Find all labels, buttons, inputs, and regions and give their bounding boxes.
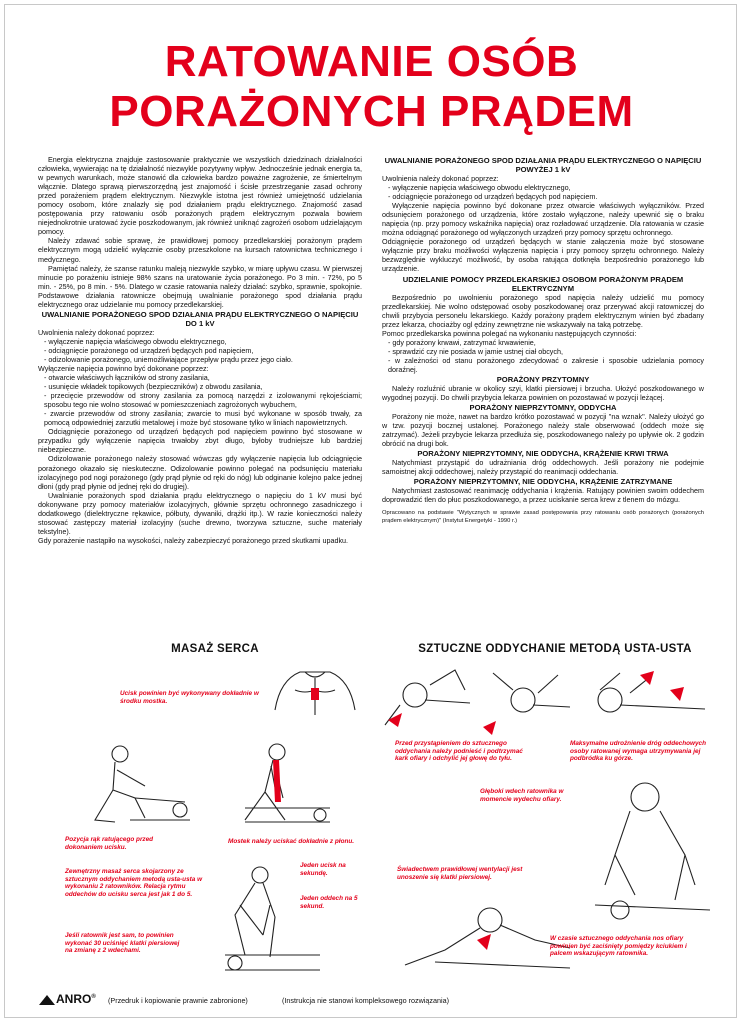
section-heading-cpr: MASAŻ SERCA <box>171 643 259 655</box>
page-title-line2: PORAŻONYCH PRĄDEM <box>109 87 634 136</box>
page-title-line1: RATOWANIE OSÓB <box>164 37 579 86</box>
right-text-column <box>382 155 704 525</box>
jaw-thrust-illustration <box>580 665 710 735</box>
list-item: - usunięcie wkładek topikowych (bezpieczników) z obwodu zasilania, <box>44 382 263 392</box>
caption-press-sternum: Mostek należy uciskać dokładnie z płonu. <box>228 838 355 845</box>
caption-nose-pinch: W czasie sztucznego oddychania nos ofiary powinien być zaciśnięty pomiędzy kciukiem i palcem wskazującym ratownika. <box>550 935 687 958</box>
list-item: - odciągnięcie porażonego od urządzeń będących pod napięciem, <box>44 345 254 355</box>
section-subheading: UWALNIANIE PORAŻONEGO SPOD DZIAŁANIA PRĄDU ELEKTRYCZNEGO O NAPIĘCIU DO 1 kV <box>41 309 359 328</box>
caption-hand-position: Pozycja rąk ratującego przed dokonaniem ucisku. <box>65 836 154 851</box>
caption-press-location: Ucisk powinien być wykonywany dokładnie w środku mostka. <box>120 690 259 705</box>
two-rescuer-cpr-illustration <box>215 865 325 980</box>
list-item: - wyłączenie napięcia właściwego obwodu elektrycznego, <box>388 183 571 193</box>
section-heading-rescue-breathing: SZTUCZNE ODDYCHANIE METODĄ USTA-USTA <box>418 643 692 655</box>
paragraph: Odciągnięcie porażonego od urządzeń będących pod napięciem powinno być stosowane w przypadku gdy wyłączenie napięcia trwałoby zbyt długo, byłoby trudniejsze lub bardziej niebezpieczne. <box>38 427 362 455</box>
paragraph: Energia elektryczna znajduje zastosowanie praktycznie we wszystkich dziedzinach działalności człowieka, wywierając na tę działalność niezwykle pozytywny wpływ. Jednocześnie jednak energia ta, w pewnych warunkach, może stanowić dla człowieka bardzo poważne zagrożenie, ze śmiertelnym włącznie. Dlatego sprawą pierwszorzędną jest znajomość i ścisłe przestrzeganie zasad ochrony przed porażeniem prądem elektrycznym. Niezwykle istotna jest również umiejętność udzielania pomocy osobom, które znalazły się pod działaniem prądu elektrycznego. Znajomość zasad postępowania przy ratowaniu osób porażonych prądem elektrycznym pozwala bowiem niejednokrotnie uratować życie poszkodowanym, jak również uniknąć zagrożeń osobom udzielającym pomocy. <box>38 155 362 237</box>
paragraph: Natychmiast zastosować reanimację oddychania i krążenia. Ratujący powinien swoim oddechem doprowadzić tlen do płuc poszkodowanego, a przez uciskanie serca krew z tlenem do mózgu. <box>382 486 704 505</box>
list-item: - gdy porażony krwawi, zatrzymać krwawienie, <box>388 337 536 347</box>
anro-logo-icon <box>38 994 56 1006</box>
section-subheading: PORAŻONY NIEPRZYTOMNY, ODDYCHA <box>469 403 617 413</box>
caption-compression-rate: Jeden ucisk na sekundę. <box>300 862 346 877</box>
list-item: - przecięcie przewodów od strony zasilania za pomocą narzędzi z izolowanymi rękojeściami; sposobu tego nie wolno stosować w pomieszczeniach zagrożonych wybuchem, <box>44 391 362 410</box>
list-item: - w zależności od stanu porażonego zdecydować o zakresie i sposobie udzielania pomocy doraźnej. <box>388 355 704 374</box>
list-item: - odizolowanie porażonego, uniemożliwiające przepływ prądu przez jego ciało. <box>44 354 293 364</box>
caption-chest-rise: Świadectwem prawidłowej wentylacji jest unoszenie się klatki piersiowej. <box>397 866 523 881</box>
section-subheading: PORAŻONY NIEPRZYTOMNY, NIE ODDYCHA, KRĄŻENIE KRWI TRWA <box>417 449 669 459</box>
paragraph: Bezpośrednio po uwolnieniu porażonego spod napięcia należy udzielić mu pomocy przedlekarskiej. Nie wolno odstępować osoby poszkodowanej oraz przerywać akcji ratowniczej do chwili przybycia personelu lekarskiego. Każdy porażony prądem elektrycznym winien być zbadany przez lekarza, chociażby ogl ędziny zewnętrzne nie wskazywały na taką potrzebę. <box>382 292 704 329</box>
hand-position-illustration <box>85 740 195 828</box>
press-point-marker <box>311 688 319 700</box>
paragraph: Wyłączenie napięcia powinno być dokonane przez otwarcie właściwych wyłączników. Przed odsunięciem porażonego od urządzenia, które zostało wyłączone, należy upewnić się o braku napięcia (np. przy pomocy wskaźnika napięcia) oraz rozładować urządzenie. Dla ratowania w czasie można odciągnąć porażonego od wyłączonych urządzeń przy pomocy sprzętu ochronnego. <box>382 201 704 238</box>
ventilation-illustration <box>395 890 575 975</box>
section-subheading: UWALNIANIE PORAŻONEGO SPOD DZIAŁANIA PRĄDU ELEKTRYCZNEGO O NAPIĘCIU POWYŻEJ 1 kV <box>384 156 702 174</box>
caption-single-rescuer: Jeśli ratownik jest sam, to powinien wykonać 30 uciśnięć klatki piersiowej na zmianę z 2 wdechami. <box>65 932 180 955</box>
caption-chin-up: Maksymalne udrożnienie dróg oddechowych osoby ratowanej wymaga utrzymywania jej podbródka ku górze. <box>570 740 707 763</box>
head-tilt-illustration <box>380 665 475 730</box>
paragraph: Należy zdawać sobie sprawę, że prawidłowej pomocy przedlekarskiej porażonym prądem elektrycznym mogą udzielić wyłącznie osoby przeszkolone na kursach ratownictwa technicznego i medycznego. <box>38 236 362 264</box>
paragraph: Należy rozluźnić ubranie w okolicy szyi, klatki piersiowej i brzucha. Ułożyć poszkodowanego w wygodnej pozycji. Do chwili przybycia lekarza powinien on pozostawać w pozycji leżącej. <box>382 383 704 402</box>
paragraph: Uwalnianie porażonych spod działania prądu elektrycznego o napięciu do 1 kV musi być dokonywane przy pomocy materiałów izolacyjnych, głównie sprzętu ochronnego zasadniczego i dodatkowego (dielektryczne rękawice, półbuty, dywaniki, drążki itp.). W razie konieczności należy stosować zastępczy materiał izolacyjny (suche drewno, tworzywa sztuczne, suche materiały tekstylne). <box>38 490 362 536</box>
chest-compression-illustration <box>225 740 335 828</box>
footer-disclaimer-note: (Instrukcja nie stanowi kompleksowego rozwiązania) <box>282 996 449 1005</box>
brand-name: ANRO <box>56 992 92 1006</box>
paragraph: Odizolowanie porażonego należy stosować wówczas gdy wyłączenie napięcia lub odciągnięcie porażonego okazało się nieskuteczne. Odizolowanie powinno polegać na podsunięciu materiału izolacyjnego pod nogi porażonego (gdy prąd płynie od ręki do nóg) lub odginanie kolejno palce jednej dłoni (gdy prąd płynie od jednej ręki do drugiej). <box>38 454 362 491</box>
brand-logo <box>38 992 96 1006</box>
list-item: - otwarcie właściwych łączników od strony zasilania, <box>44 373 210 383</box>
section-subheading: UDZIELANIE POMOCY PRZEDLEKARSKIEJ OSOBOM PORAŻONYM PRĄDEM ELEKTRYCZNYM <box>402 274 684 293</box>
source-note: Opracowano na podstawie "Wytycznych w sprawie zasad postępowania przy ratowaniu osób porażonych (porażonych prądem elektrycznym)" (Instytut Energetyki - 1990 r.) <box>382 510 704 524</box>
airway-lift-illustration <box>478 665 573 735</box>
paragraph: Natychmiast przystąpić do udrażniania dróg oddechowych. Jeśli porażony nie podejmie samoistnej akcji oddechowej, należy przystąpić do reanimacji oddechania. <box>382 458 704 477</box>
footer-copyright-note: (Przedruk i kopiowanie prawnie zabronione) <box>108 996 248 1005</box>
left-text-column <box>38 155 362 545</box>
caption-breath-rate: Jeden oddech na 5 sekund. <box>300 895 358 910</box>
paragraph: Odciągnięcie porażonego od urządzeń będących w stanie załączenia może być stosowane wyłącznie przy braku możliwości wyłączenia napięcia i przy pomocy sprzętu ochronnego. Należy bezwzględnie wykluczyć możliwość, by osoba ratująca dotknęła bezpośrednio porażonego lub urządzenie. <box>382 237 704 274</box>
paragraph: Gdy porażenie nastąpiło na wysokości, należy zabezpieczyć porażonego przed skutkami upadku. <box>38 535 349 545</box>
list-item: - odciągnięcie porażonego od urządzeń będących pod napięciem. <box>388 192 598 202</box>
section-subheading: PORAŻONY PRZYTOMNY <box>496 374 590 384</box>
list-item: - sprawdzić czy nie posiada w jamie ustnej ciał obcych, <box>388 346 563 356</box>
list-item: - wyłączenie napięcia właściwego obwodu elektrycznego, <box>44 336 227 346</box>
paragraph: Uwolnienia należy dokonać poprzez: <box>382 174 499 183</box>
mouth-to-mouth-rescuer-illustration <box>575 775 715 925</box>
paragraph: Pamiętać należy, że szanse ratunku maleją niezwykle szybko, w miarę upływu czasu. W pierwszej minucie po porażeniu istnieje 98% szans na uratowanie życia porażonego. Po 3 min. - 72%, po 5 min. - 25%, po 8 min. - 5%. Dlatego w czasie ratowania należy działać: szybko, sprawnie, spokojnie. Podstawowe działania ratownicze obejmują uwalnianie porażonego spod działania prądu elektrycznego oraz udzielanie mu pomocy przedlekarskiej. <box>38 263 362 309</box>
paragraph: Pomoc przedlekarska powinna polegać na wykonaniu następujących czynności: <box>382 328 637 338</box>
section-subheading: PORAŻONY NIEPRZYTOMNY, NIE ODDYCHA, KRĄŻENIE ZATRZYMANE <box>413 477 673 487</box>
caption-head-tilt: Przed przystąpieniem do sztucznego oddychania należy podnieść i podtrzymać kark ofiary i odchylić jej głowę do tyłu. <box>395 740 523 763</box>
caption-deep-breath: Głęboki wdech ratownika w momencie wydechu ofiary. <box>480 788 564 803</box>
paragraph: Uwolnienia należy dokonać poprzez: <box>38 327 155 337</box>
brand-registered-mark: ® <box>91 994 96 1000</box>
list-item: - zwarcie przewodów od strony zasilania; zwarcie to musi być wykonane w sposób trwały, za pomocą odpowiedniej zarzutki metalowej i może być stosowane tylko w liniach napowietrznych. <box>44 409 362 428</box>
caption-two-rescuer: Zewnętrzny masaż serca skojarzony ze sztucznym oddychaniem metodą usta-usta w wykonaniu 2 ratowników. Relacja rytmu oddechów do ucisku serca jest jak 1 do 5. <box>65 868 203 898</box>
chest-torso-illustration <box>270 660 360 720</box>
paragraph: Wyłączenie napięcia powinno być dokonane poprzez: <box>38 363 209 373</box>
paragraph: Porażony nie może, nawet na bardzo krótko pozostawać w pozycji "na wznak". Należy ułożyć go w tzw. pozycji bocznej ustalonej. Porażonego należy stale obserwować (oddech może się zatrzymać). Jeżeli przybycie lekarza przedłuża się, poszkodowanego należy po upływie ok. 2 godzin obrócić na drugi bok. <box>382 412 704 449</box>
